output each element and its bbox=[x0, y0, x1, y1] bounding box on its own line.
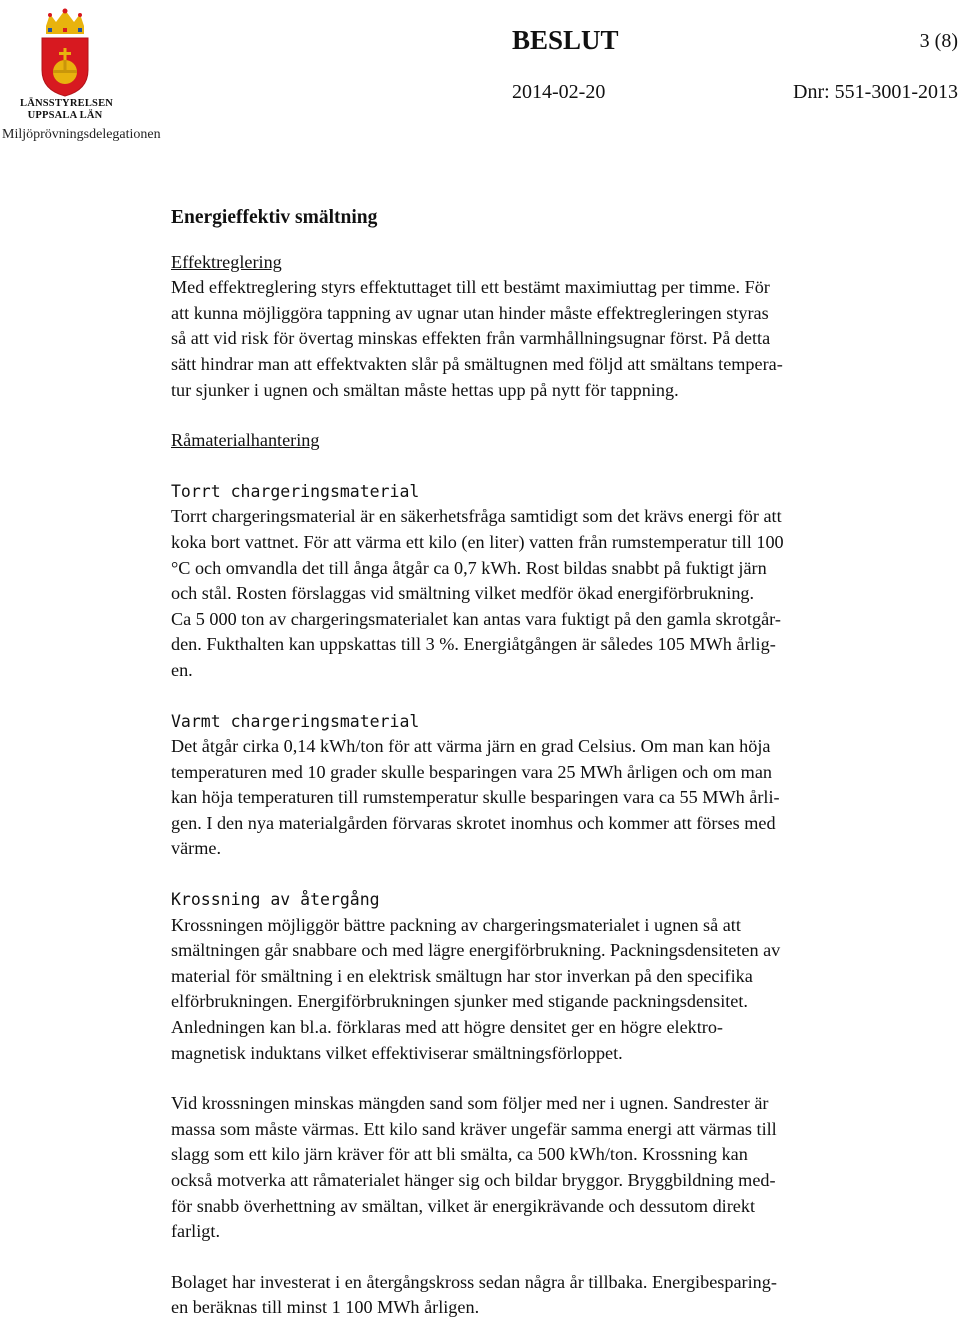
document-body bbox=[171, 205, 921, 1321]
text-line: koka bort vattnet. För att värma ett kilo (en liter) vatten från rumstemperatur till 100 bbox=[171, 531, 784, 552]
paragraph bbox=[171, 913, 921, 1067]
paragraph bbox=[171, 275, 921, 403]
logo-org-line2: UPPSALA LÄN bbox=[27, 110, 103, 121]
paragraph bbox=[171, 734, 921, 862]
text-line: Med effektreglering styrs effektuttaget till ett bestämt maximiuttag per timme. För bbox=[171, 277, 770, 298]
county-logo bbox=[20, 8, 114, 126]
logo-org-line1: LÄNSSTYRELSEN bbox=[20, 98, 114, 109]
text-line: °C och omvandla det till ånga åtgår ca 0,7 kWh. Rost bildas snabbt på fuktigt järn bbox=[171, 557, 767, 578]
subsection-title: Krossning av återgång bbox=[171, 890, 380, 910]
text-line: smältningen går snabbare och med lägre energiförbrukning. Packningsdensiteten av bbox=[171, 940, 781, 961]
text-line: sätt hindrar man att effektvakten slår på smältugnen med följd att smältans tempera- bbox=[171, 353, 783, 374]
text-line: värme. bbox=[171, 838, 221, 859]
page-number: 3 (8) bbox=[919, 30, 958, 52]
section-krossning bbox=[171, 887, 921, 1066]
department: Miljöprövningsdelegationen bbox=[2, 127, 161, 142]
paragraph bbox=[171, 1091, 921, 1245]
text-line: gen. I den nya materialgården förvaras skrotet inomhus och kommer att förses med bbox=[171, 812, 776, 833]
document-reference: Dnr: 551-3001-2013 bbox=[793, 81, 958, 103]
text-line: en. bbox=[171, 659, 193, 680]
section-torrt-chargeringsmaterial bbox=[171, 479, 921, 684]
section-title: Effektreglering bbox=[171, 251, 282, 272]
text-line: för snabb överhettning av smältan, vilket är energikrävande och dessutom direkt bbox=[171, 1195, 756, 1216]
text-line: Ca 5 000 ton av chargeringsmaterialet kan antas vara fuktigt på den gamla skrotgår- bbox=[171, 608, 781, 629]
text-line: en beräknas till minst 1 100 MWh årligen. bbox=[171, 1297, 480, 1318]
text-line: kan höja temperaturen till rumstemperatur skulle besparingen vara ca 55 MWh årli- bbox=[171, 787, 780, 808]
document-date: 2014-02-20 bbox=[512, 81, 606, 103]
text-line: så att vid risk för övertag minskas effekten från varmhållningsugnar först. På detta bbox=[171, 328, 771, 349]
section-title: Råmaterialhantering bbox=[171, 430, 320, 451]
section-effektreglering bbox=[171, 250, 921, 404]
section-varmt-chargeringsmaterial bbox=[171, 709, 921, 863]
text-line: tur sjunker i ugnen och smältan måste hettas upp på nytt för tappning. bbox=[171, 379, 679, 400]
text-line: elförbrukningen. Energiförbrukningen sjunker med stigande packningsdensitet. bbox=[171, 991, 748, 1012]
text-line: Torrt chargeringsmaterial är en säkerhetsfråga samtidigt som det krävs energi för att bbox=[171, 506, 782, 527]
subsection-title: Torrt chargeringsmaterial bbox=[171, 481, 420, 501]
subsection-title: Varmt chargeringsmaterial bbox=[171, 711, 420, 731]
document-type: BESLUT bbox=[512, 25, 619, 55]
text-line: Bolaget har investerat i en återgångskross sedan några år tillbaka. Energibesparing- bbox=[171, 1271, 777, 1292]
text-line: material för smältning i en elektrisk smältugn har stor inverkan på den specifika bbox=[171, 965, 753, 986]
text-line: slagg som ett kilo järn kräver för att bli smälta, ca 500 kWh/ton. Krossning kan bbox=[171, 1144, 748, 1165]
text-line: Det åtgår cirka 0,14 kWh/ton för att värma järn en grad Celsius. Om man kan höja bbox=[171, 736, 771, 757]
coat-of-arms-icon bbox=[36, 8, 94, 98]
text-line: Krossningen möjliggör bättre packning av chargeringsmaterialet i ugnen så att bbox=[171, 914, 741, 935]
paragraph bbox=[171, 1270, 921, 1321]
text-line: massa som måste värmas. Ett kilo sand kräver ungefär samma energi att värmas till bbox=[171, 1118, 777, 1139]
text-line: att kunna möjliggöra tappning av ugnar utan hinder måste effektregleringen styras bbox=[171, 302, 769, 323]
paragraph bbox=[171, 504, 921, 683]
text-line: farligt. bbox=[171, 1221, 220, 1242]
text-line: den. Fukthalten kan uppskattas till 3 %. Energiåtgången är således 105 MWh årlig- bbox=[171, 634, 776, 655]
text-line: magnetisk induktans vilket effektiviserar smältningsförloppet. bbox=[171, 1042, 623, 1063]
text-line: temperaturen med 10 grader skulle besparingen vara 25 MWh årligen och om man bbox=[171, 761, 772, 782]
text-line: Anledningen kan bl.a. förklaras med att högre densitet ger en högre elektro- bbox=[171, 1017, 723, 1038]
text-line: också motverka att råmaterialet hänger sig och bildar bryggor. Bryggbildning med- bbox=[171, 1170, 776, 1190]
section-heading: Energieffektiv smältning bbox=[171, 207, 378, 228]
text-line: och stål. Rosten förslaggas vid smältning vilket medför ökad energiförbrukning. bbox=[171, 583, 755, 604]
text-line: Vid krossningen minskas mängden sand som följer med ner i ugnen. Sandrester är bbox=[171, 1093, 769, 1114]
